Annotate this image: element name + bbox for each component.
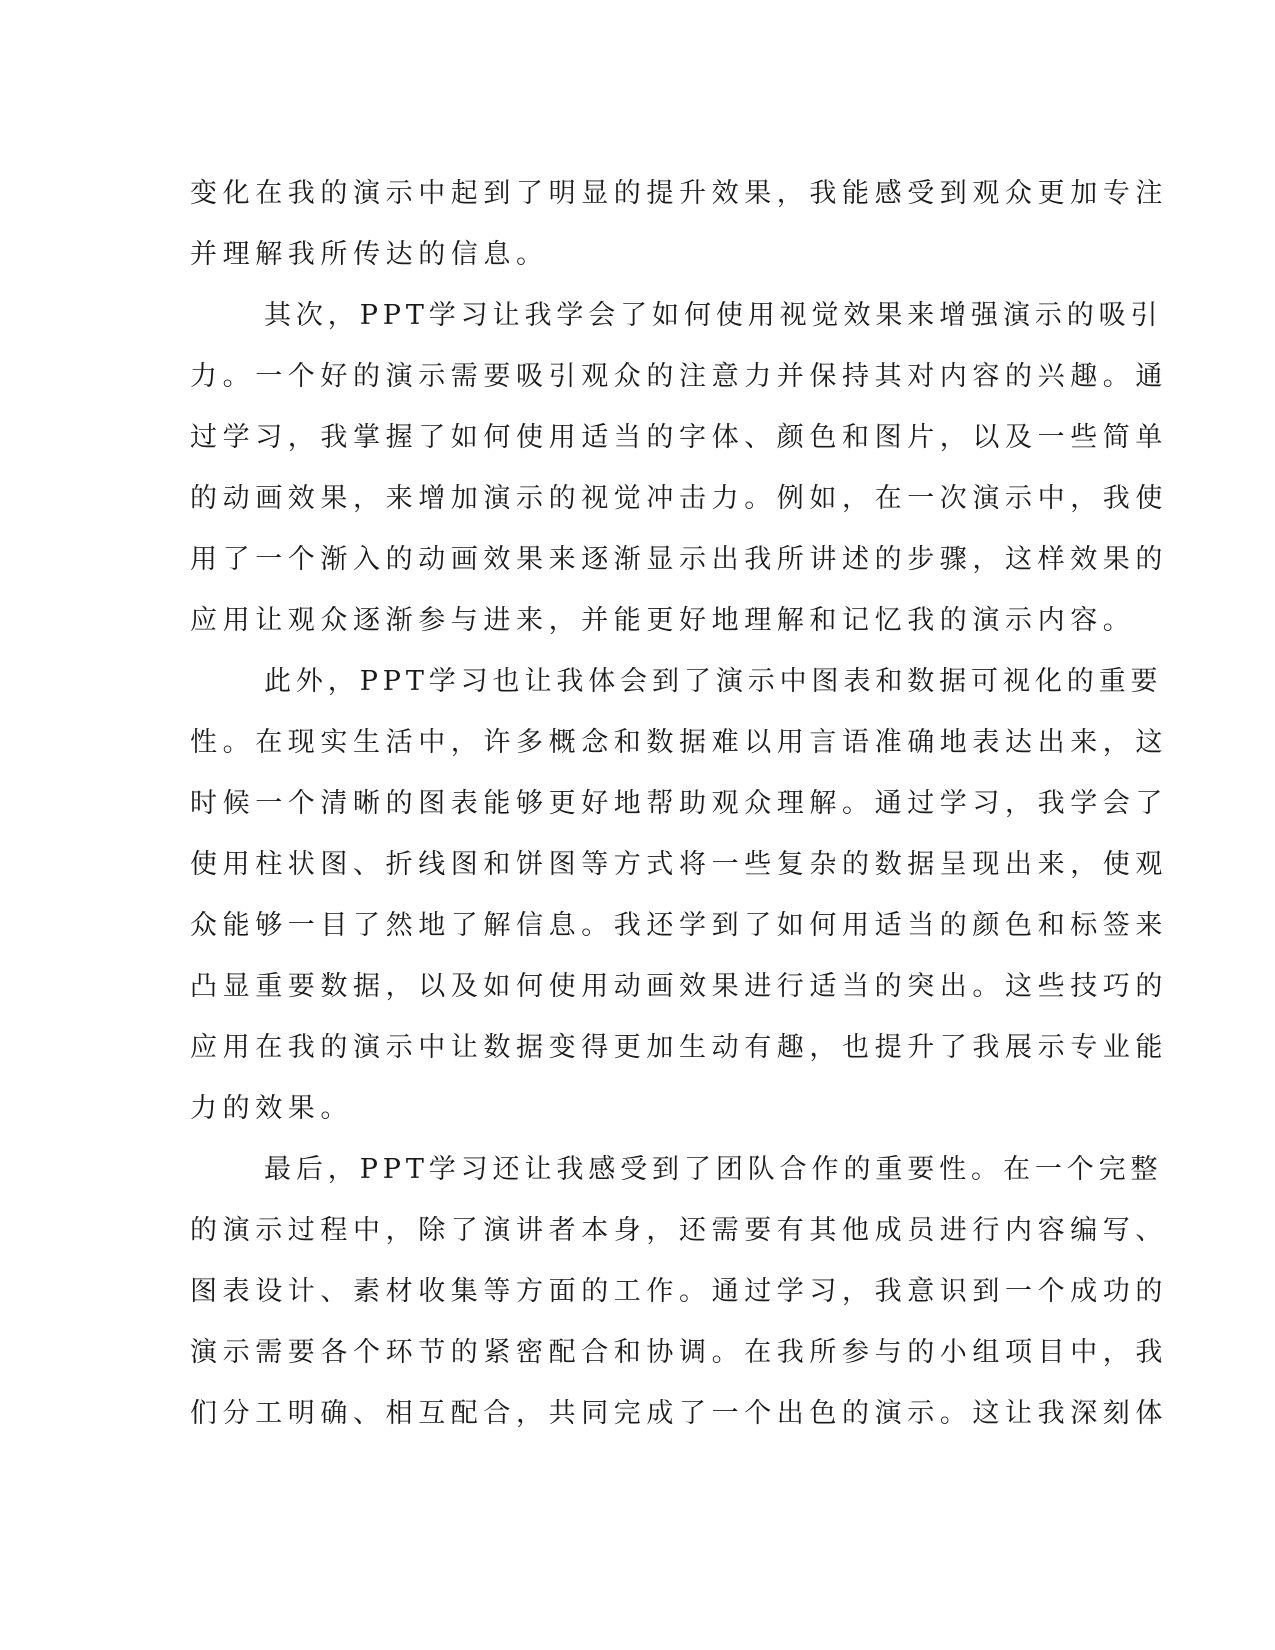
paragraph-2-line-3: 过学习，我掌握了如何使用适当的字体、颜色和图片，以及一些简单	[190, 422, 1168, 453]
paragraph-3-line-4: 使用柱状图、折线图和饼图等方式将一些复杂的数据呈现出来，使观	[190, 849, 1168, 880]
paragraph-3-line-2: 性。在现实生活中，许多概念和数据难以用言语准确地表达出来，这	[190, 727, 1168, 758]
paragraph-4-line-2: 的演示过程中，除了演讲者本身，还需要有其他成员进行内容编写、	[190, 1215, 1168, 1246]
paragraph-3-line-3: 时候一个清晰的图表能够更好地帮助观众理解。通过学习，我学会了	[190, 788, 1168, 819]
paragraph-3-line-1: 此外，PPT学习也让我体会到了演示中图表和数据可视化的重要	[264, 666, 1163, 697]
paragraph-4-line-5: 们分工明确、相互配合，共同完成了一个出色的演示。这让我深刻体	[190, 1398, 1168, 1429]
paragraph-2-line-6: 应用让观众逐渐参与进来，并能更好地理解和记忆我的演示内容。	[190, 605, 1136, 636]
paragraph-2-line-4: 的动画效果，来增加演示的视觉冲击力。例如，在一次演示中，我使	[190, 483, 1168, 514]
paragraph-2-line-2: 力。一个好的演示需要吸引观众的注意力并保持其对内容的兴趣。通	[190, 361, 1168, 392]
paragraph-4-line-1: 最后，PPT学习还让我感受到了团队合作的重要性。在一个完整	[264, 1154, 1163, 1185]
paragraph-2-line-1: 其次，PPT学习让我学会了如何使用视觉效果来增强演示的吸引	[264, 300, 1163, 331]
paragraph-1-line-1: 变化在我的演示中起到了明显的提升效果，我能感受到观众更加专注	[190, 178, 1168, 209]
paragraph-4-line-4: 演示需要各个环节的紧密配合和协调。在我所参与的小组项目中，我	[190, 1337, 1168, 1368]
document-body	[190, 163, 1168, 1444]
paragraph-3-line-7: 应用在我的演示中让数据变得更加生动有趣，也提升了我展示专业能	[190, 1032, 1168, 1063]
paragraph-3-line-8: 力的效果。	[190, 1093, 353, 1124]
paragraph-1-line-2: 并理解我所传达的信息。	[190, 239, 549, 270]
paragraph-3-line-6: 凸显重要数据，以及如何使用动画效果进行适当的突出。这些技巧的	[190, 971, 1168, 1002]
paragraph-4-line-3: 图表设计、素材收集等方面的工作。通过学习，我意识到一个成功的	[190, 1276, 1168, 1307]
paragraph-3-line-5: 众能够一目了然地了解信息。我还学到了如何用适当的颜色和标签来	[190, 910, 1168, 941]
paragraph-2-line-5: 用了一个渐入的动画效果来逐渐显示出我所讲述的步骤，这样效果的	[190, 544, 1168, 575]
